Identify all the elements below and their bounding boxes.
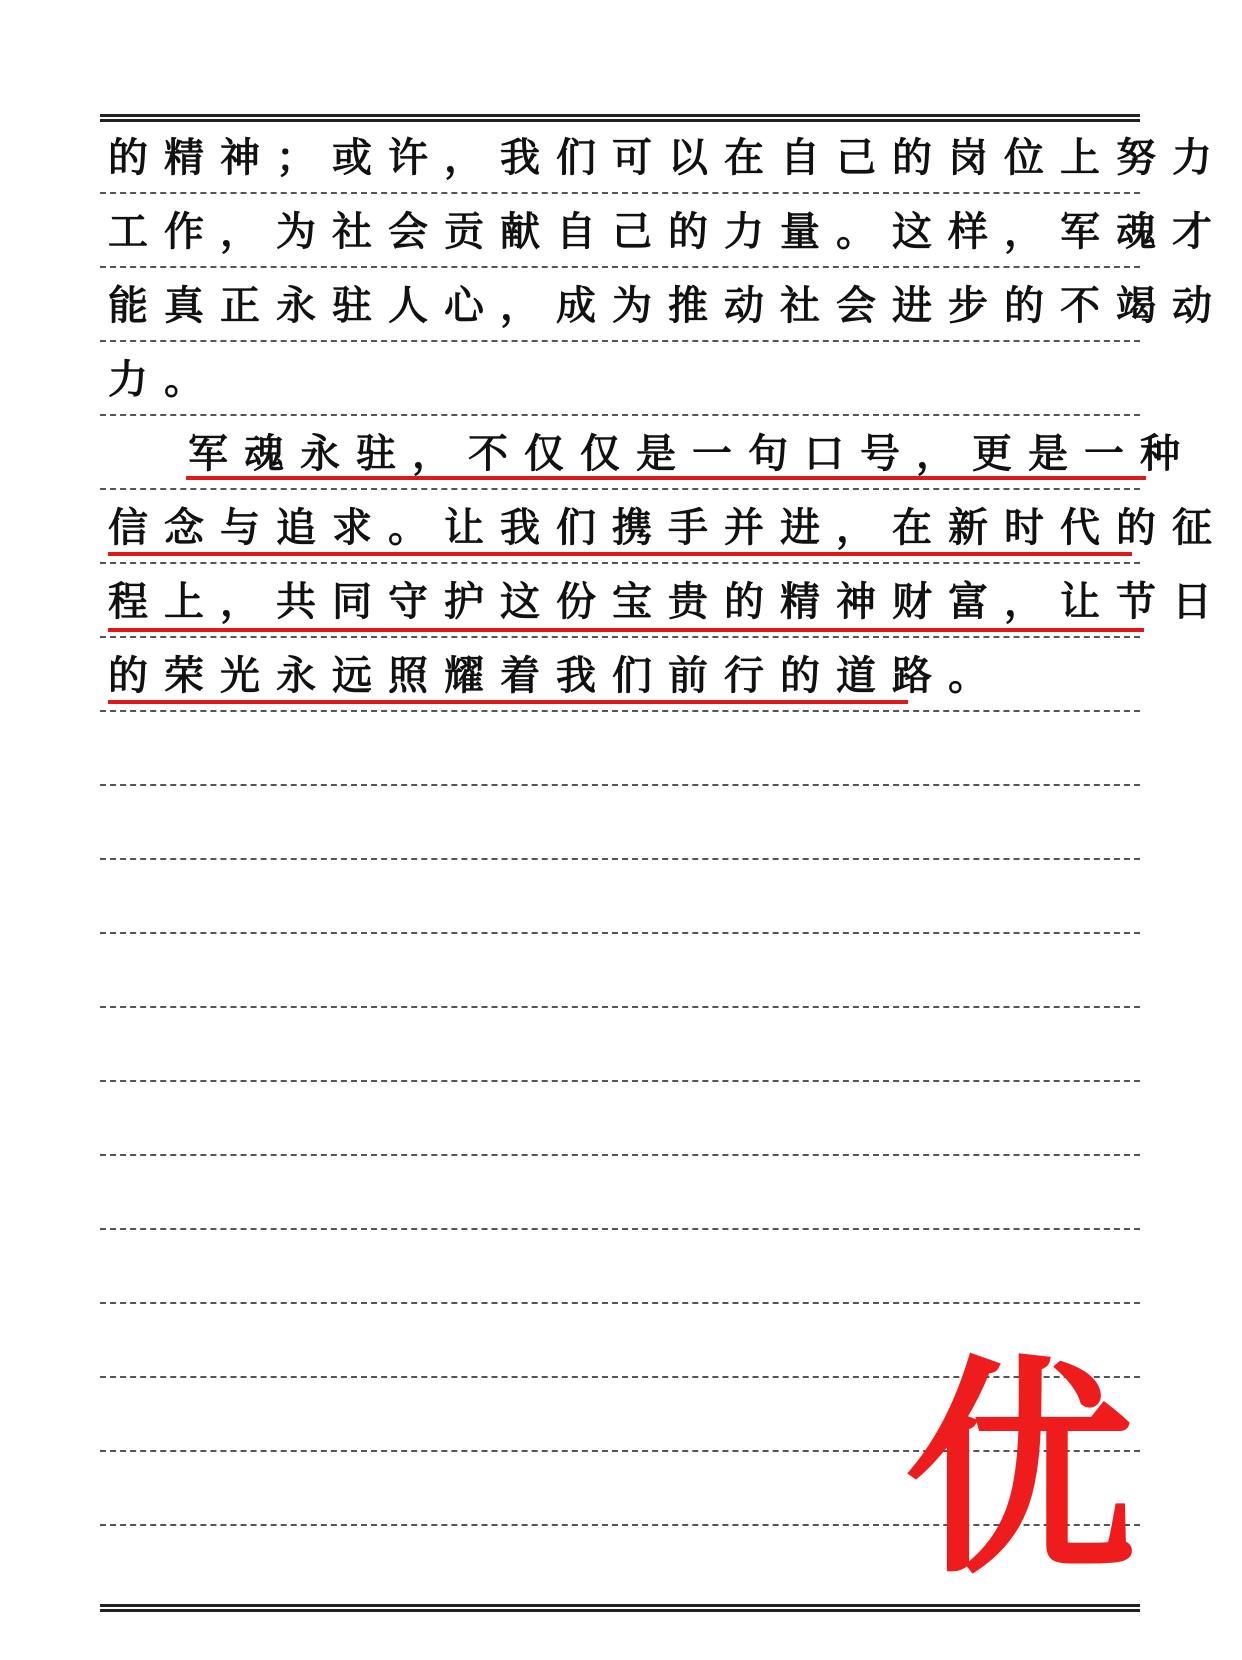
guide-line [100,1228,1140,1230]
guide-line [100,636,1140,638]
guide-line [100,1302,1140,1304]
text-line-highlighted: 信念与追求。让我们携手并进，在新时代的征 [108,504,1228,551]
bottom-double-rule [100,1604,1140,1612]
text-line-highlighted: 军魂永驻，不仅仅是一句口号，更是一种 [188,430,1196,477]
guide-line [100,340,1140,342]
guide-line [100,192,1140,194]
guide-line [100,414,1140,416]
red-underline [108,628,1144,632]
guide-line [100,488,1140,490]
guide-line [100,266,1140,268]
guide-line [100,562,1140,564]
text-line-highlighted: 的荣光永远照耀着我们前行的道路。 [108,652,1004,699]
guide-line [100,858,1140,860]
text-line: 能真正永驻人心，成为推动社会进步的不竭动 [108,282,1228,329]
guide-line [100,1080,1140,1082]
text-line: 工作，为社会贡献自己的力量。这样，军魂才 [108,208,1228,255]
grade-stamp: 优 [904,1335,1135,1605]
guide-line [100,932,1140,934]
red-underline [108,700,908,704]
text-line: 的精神；或许，我们可以在自己的岗位上努力 [108,134,1228,181]
text-line: 力。 [108,356,220,403]
top-double-rule [100,114,1140,122]
guide-line [100,710,1140,712]
guide-line [100,1154,1140,1156]
red-underline [108,552,1132,556]
text-line-highlighted: 程上，共同守护这份宝贵的精神财富，让节日 [108,578,1228,625]
guide-line [100,1006,1140,1008]
red-underline [186,476,1146,480]
guide-line [100,784,1140,786]
